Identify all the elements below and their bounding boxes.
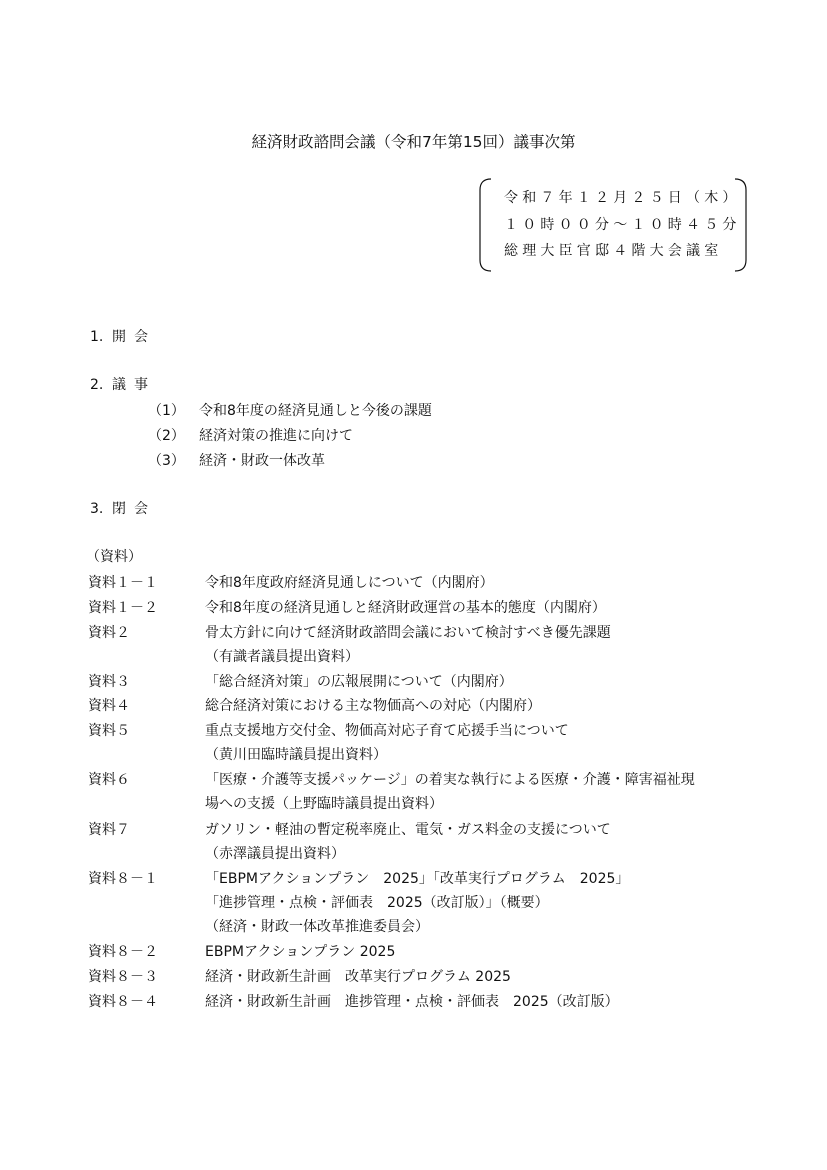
- material-text: 経済・財政新生計画 改革実行プログラム 2025: [205, 969, 511, 985]
- material-text: 場への支援（上野臨時議員提出資料）: [205, 796, 443, 812]
- material-label: 資料８－２: [88, 944, 158, 960]
- meeting-time: １０時００分～１０時４５分: [504, 217, 741, 233]
- material-text: 経済・財政新生計画 進捗管理・点検・評価表 2025（改訂版）: [205, 994, 619, 1010]
- materials-heading: （資料）: [86, 549, 142, 565]
- meeting-info-box: [477, 178, 749, 272]
- material-text: 「EBPMアクションプラン 2025」「改革実行プログラム 2025」: [205, 871, 630, 887]
- section-number: 1.: [90, 329, 104, 345]
- page-title: 経済財政諮問会議（令和7年第15回）議事次第: [251, 133, 576, 151]
- material-text: 「医療・介護等支援パッケージ」の着実な執行による医療・介護・障害福祉現: [205, 772, 695, 788]
- section-number: 2.: [90, 377, 104, 393]
- section-number: 3.: [90, 501, 104, 517]
- section-label-opening: 開会: [112, 329, 156, 345]
- material-label: 資料１－１: [88, 575, 158, 591]
- material-text: 重点支援地方交付金、物価高対応子育て応援手当について: [205, 723, 569, 739]
- agenda-item-text: 経済・財政一体改革: [199, 453, 325, 469]
- material-label: 資料５: [88, 723, 130, 739]
- material-text: 「総合経済対策」の広報展開について（内閣府）: [205, 674, 513, 690]
- material-text: ガソリン・軽油の暫定税率廃止、電気・ガス料金の支援について: [205, 822, 611, 838]
- section-label-closing: 閉会: [112, 501, 156, 517]
- material-label: 資料４: [88, 698, 130, 714]
- material-text: （有識者議員提出資料）: [205, 649, 359, 665]
- meeting-place: 総理大臣官邸４階大会議室: [504, 243, 723, 259]
- material-label: 資料１－２: [88, 600, 158, 616]
- agenda-item-text: 令和8年度の経済見通しと今後の課題: [199, 403, 432, 419]
- agenda-item-number: （3）: [148, 453, 185, 469]
- agenda-item-number: （2）: [148, 428, 185, 444]
- material-label: 資料８－４: [88, 994, 158, 1010]
- material-text: （黄川田臨時議員提出資料）: [205, 747, 387, 763]
- material-label: 資料８－３: [88, 969, 158, 985]
- material-text: 令和8年度の経済見通しと経済財政運営の基本的態度（内閣府）: [205, 600, 606, 616]
- material-text: EBPMアクションプラン 2025: [205, 944, 396, 960]
- material-label: 資料７: [88, 822, 130, 838]
- section-label-agenda: 議事: [112, 377, 156, 393]
- material-label: 資料３: [88, 674, 130, 690]
- material-text: 総合経済対策における主な物価高への対応（内閣府）: [205, 698, 541, 714]
- meeting-date: 令和７年１２月２５日（木）: [504, 190, 741, 206]
- material-text: （赤澤議員提出資料）: [205, 846, 345, 862]
- agenda-item-text: 経済対策の推進に向けて: [199, 428, 353, 444]
- material-text: 骨太方針に向けて経済財政諮問会議において検討すべき優先課題: [205, 625, 611, 641]
- agenda-item-number: （1）: [148, 403, 185, 419]
- material-label: 資料２: [88, 625, 130, 641]
- material-text: 「進捗管理・点検・評価表 2025（改訂版）」（概要）: [205, 895, 549, 911]
- material-label: 資料６: [88, 772, 130, 788]
- material-text: 令和8年度政府経済見通しについて（内閣府）: [205, 575, 494, 591]
- material-text: （経済・財政一体改革推進委員会）: [205, 919, 429, 935]
- material-label: 資料８－１: [88, 871, 158, 887]
